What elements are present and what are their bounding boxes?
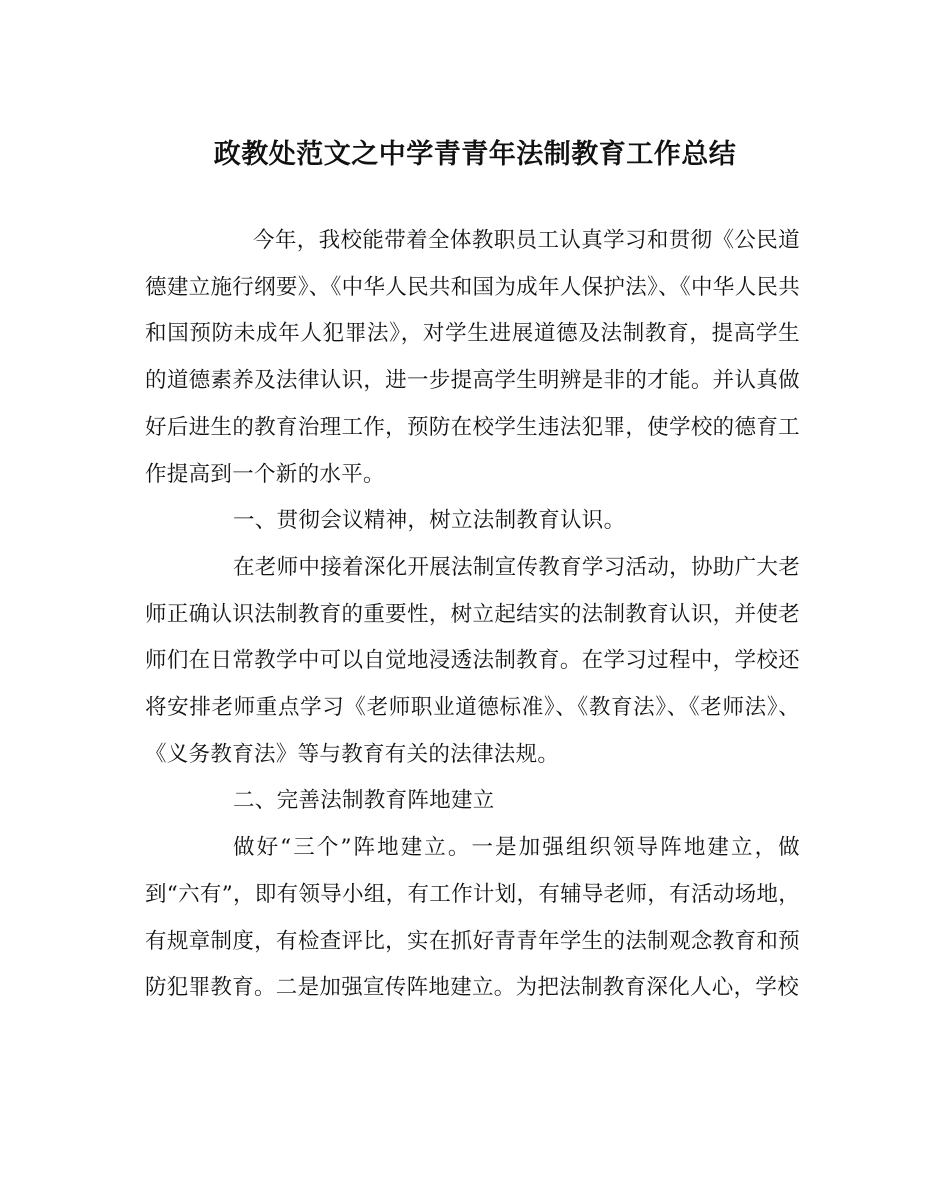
paragraph-section-1: 在老师中接着深化开展法制宣传教育学习活动，协助广大老师正确认识法制教育的重要性，树立起结实的法制教育认识，并使老师们在日常教学中可以自觉地浸透法制教育。在学习过程中，学校还将安排老师重点学习《老师职业道德标准》、《教育法》、《老师法》、《义务教育法》等与教育有关的法律法规。 bbox=[145, 554, 800, 767]
document-body bbox=[145, 218, 800, 1012]
paragraph-intro: 今年，我校能带着全体教职员工认真学习和贯彻《公民道德建立施行纲要》、《中华人民共和国为成年人保护法》、《中华人民共和国预防未成年人犯罪法》，对学生进展道德及法制教育，提高学生的道德素养及法律认识，进一步提高学生明辨是非的才能。并认真做好后进生的教育治理工作，预防在校学生违法犯罪，使学校的德育工作提高到一个新的水平。 bbox=[145, 228, 800, 487]
section-heading-2: 二、完善法制教育阵地建立 bbox=[233, 788, 495, 814]
paragraph-section-2: 做好“三个”阵地建立。一是加强组织领导阵地建立，做到“六有”，即有领导小组，有工作计划，有辅导老师，有活动场地，有规章制度，有检查评比，实在抓好青青年学生的法制观念教育和预防犯罪教育。二是加强宣传阵地建立。为把法制教育深化人心，学校 bbox=[145, 835, 800, 1001]
document-title: 政教处范文之中学青青年法制教育工作总结 bbox=[213, 139, 737, 170]
section-heading-1: 一、贯彻会议精神，树立法制教育认识。 bbox=[233, 508, 626, 534]
